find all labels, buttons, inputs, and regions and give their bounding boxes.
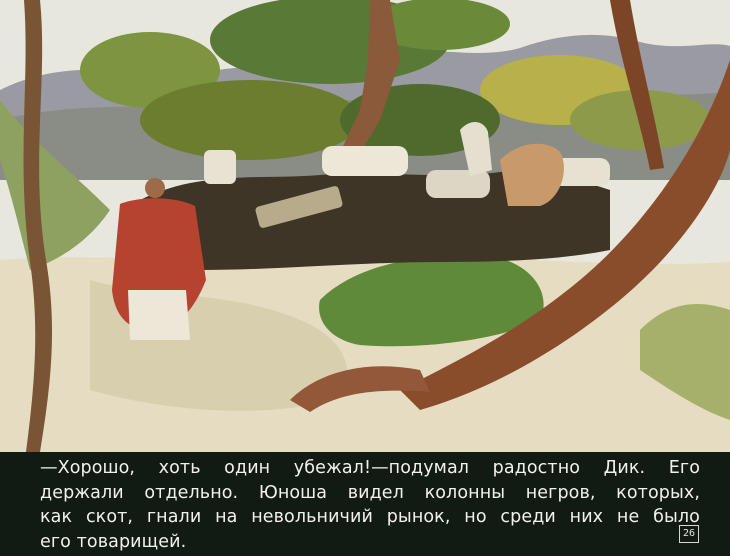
caption-text: [40, 456, 700, 554]
caption-line: —Хорошо, хоть один убежал!—подумал радостно Дик. Его: [40, 458, 700, 478]
frame-number: 26: [679, 525, 699, 543]
caption-line: держали отдельно. Юноша видел колонны негров, которых,: [40, 482, 700, 503]
caption-line: как скот, гнали на невольничий рынок, но среди них не было: [40, 507, 700, 527]
load-3: [426, 170, 490, 198]
load-1: [204, 150, 236, 184]
guard-legs: [128, 290, 190, 340]
caption-line: его товарищей.: [40, 531, 187, 552]
load-2: [322, 146, 408, 176]
guard-head: [145, 178, 165, 198]
